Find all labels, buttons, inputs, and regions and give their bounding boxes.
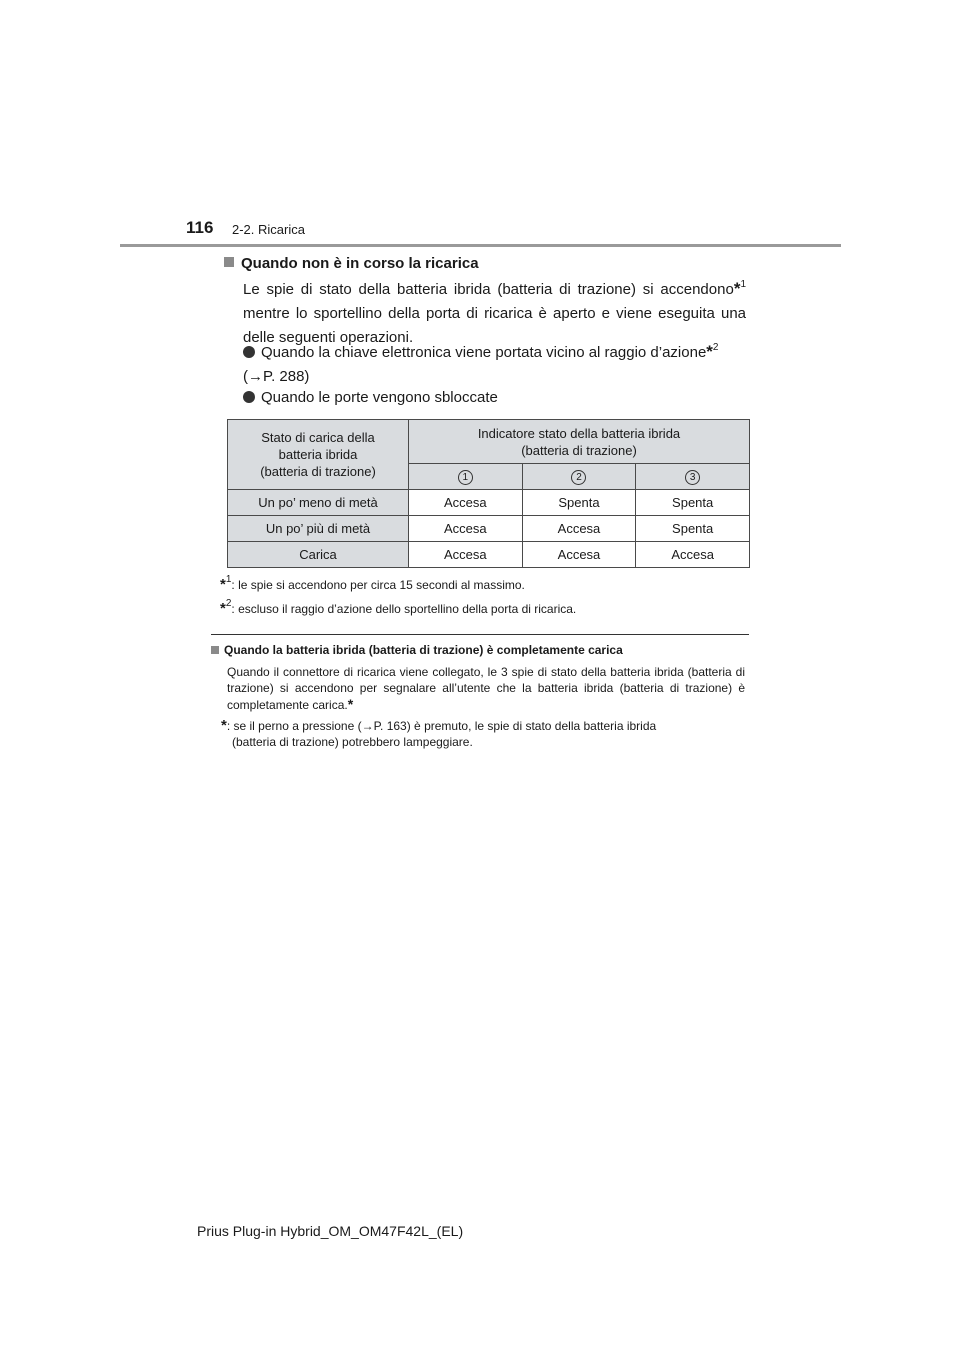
- bullet-item: [243, 340, 748, 389]
- square-bullet-icon: [211, 646, 219, 654]
- subsection-heading: [211, 643, 623, 657]
- footnote-mark: *: [220, 600, 226, 617]
- document-footer: Prius Plug-in Hybrid_OM_OM47F42L_(EL): [197, 1223, 464, 1239]
- indicator-number: 3: [685, 470, 700, 485]
- bullet-item: [243, 386, 748, 410]
- row-label: Carica: [228, 542, 409, 568]
- note-line: : se il perno a pressione (→P. 163) è premuto, le spie di stato della batteria ibrida: [226, 719, 657, 733]
- table-cell: Spenta: [636, 516, 750, 542]
- indicator-number: 2: [571, 470, 586, 485]
- section-heading-text: Quando non è in corso la ricarica: [241, 255, 479, 272]
- bullet-text: Quando la chiave elettronica viene portata vicino al raggio d’azione: [261, 344, 707, 361]
- paragraph-start: Le spie di stato della batteria ibrida (batteria di trazione) si accendono: [243, 281, 734, 298]
- subsection-heading-text: Quando la batteria ibrida (batteria di trazione) è completamente carica: [224, 643, 623, 657]
- header-line: (batteria di trazione): [260, 464, 376, 479]
- table-header-indicator: [409, 420, 750, 464]
- footnote-text: : escluso il raggio d’azione dello sportellino della porta di ricarica.: [231, 602, 577, 616]
- header-line: batteria ibrida: [278, 447, 358, 462]
- subsection-paragraph-text: Quando il connettore di ricarica viene collegato, le 3 spie di stato della batteria ibrida (batteria di trazione) si accendono per segnalare all’utente che la batteria ibrida (batteria di trazione) è completamente carica.: [227, 665, 745, 712]
- footnote-ref: 2: [712, 342, 719, 353]
- footnote-mark: *: [706, 342, 713, 361]
- square-bullet-icon: [224, 257, 234, 267]
- page-number: 116: [186, 218, 214, 237]
- subsection-note: [221, 718, 745, 750]
- table-cell: Accesa: [409, 542, 523, 568]
- round-bullet-icon: [243, 346, 255, 358]
- note-line: (batteria di trazione) potrebbero lampeggiare.: [232, 735, 473, 749]
- table-row: [228, 542, 750, 568]
- table-cell: Accesa: [522, 542, 636, 568]
- subsection-paragraph: [227, 664, 745, 713]
- section-divider: [211, 634, 749, 635]
- table-row: [228, 516, 750, 542]
- header-line: (batteria di trazione): [521, 442, 637, 458]
- header-line: Indicatore stato della batteria ibrida: [477, 425, 681, 441]
- indicator-number: 1: [458, 470, 473, 485]
- table-cell: Accesa: [409, 490, 523, 516]
- paragraph-end: mentre lo sportellino della porta di ricarica è aperto e viene eseguita una delle seguenti operazioni.: [243, 305, 746, 346]
- bullet-text: Quando le porte vengono sbloccate: [261, 389, 498, 406]
- indicator-header: [522, 464, 636, 490]
- row-label: Un po’ più di metà: [228, 516, 409, 542]
- footnote-mark: *: [347, 696, 354, 712]
- table-cell: Spenta: [636, 490, 750, 516]
- footnote: [220, 600, 576, 617]
- footnote-ref: 1: [740, 279, 746, 290]
- table-cell: Spenta: [522, 490, 636, 516]
- section-heading: [224, 255, 479, 272]
- table-cell: Accesa: [636, 542, 750, 568]
- footnote-mark: *: [220, 576, 226, 593]
- footnote-number: 1: [225, 574, 232, 585]
- table-row: [228, 490, 750, 516]
- page-reference: (→P. 288): [243, 368, 310, 385]
- table-cell: Accesa: [522, 516, 636, 542]
- footnote-mark: *: [221, 717, 227, 734]
- header-divider: [120, 244, 841, 247]
- row-label: Un po’ meno di metà: [228, 490, 409, 516]
- header-line: Stato di carica della: [261, 430, 375, 445]
- footnote-mark: *: [733, 279, 741, 298]
- indicator-header: [409, 464, 523, 490]
- footnote: [220, 576, 525, 593]
- section-label: 2-2. Ricarica: [232, 222, 305, 237]
- round-bullet-icon: [243, 391, 255, 403]
- charge-status-table: [227, 419, 750, 568]
- footnote-text: : le spie si accendono per circa 15 secondi al massimo.: [231, 578, 525, 592]
- indicator-header: [636, 464, 750, 490]
- table-cell: Accesa: [409, 516, 523, 542]
- table-header-state: [228, 420, 409, 490]
- footnote-number: 2: [225, 598, 232, 609]
